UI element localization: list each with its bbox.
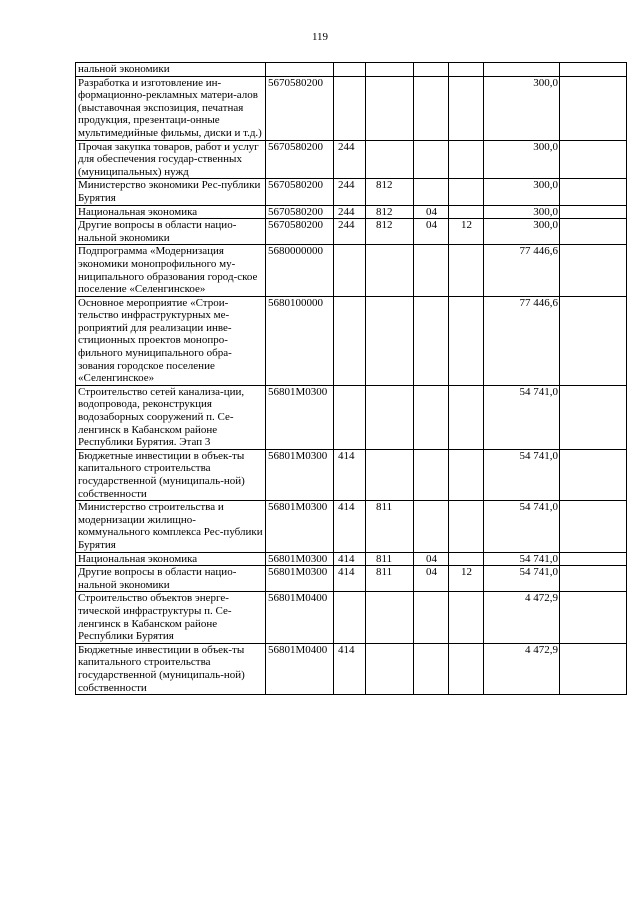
cell-name: Другие вопросы в области нацио-нальной экономики	[76, 219, 266, 245]
cell-pr	[449, 179, 484, 205]
cell-extra	[560, 449, 627, 500]
cell-rz	[414, 140, 449, 179]
cell-pr	[449, 501, 484, 552]
cell-rz	[414, 592, 449, 643]
cell-rz	[414, 643, 449, 694]
cell-extra	[560, 219, 627, 245]
cell-vr	[334, 63, 366, 77]
cell-code: 56801M0300	[266, 501, 334, 552]
cell-grbs	[366, 140, 414, 179]
table-row	[76, 63, 627, 77]
cell-sum: 54 741,0	[484, 501, 560, 552]
cell-rz: 04	[414, 566, 449, 592]
cell-pr	[449, 245, 484, 296]
cell-extra	[560, 643, 627, 694]
cell-extra	[560, 205, 627, 219]
cell-code: 56801M0300	[266, 552, 334, 566]
cell-sum: 54 741,0	[484, 449, 560, 500]
cell-pr	[449, 63, 484, 77]
cell-sum: 300,0	[484, 140, 560, 179]
cell-pr	[449, 76, 484, 140]
cell-code: 5680000000	[266, 245, 334, 296]
cell-rz	[414, 501, 449, 552]
cell-name: Другие вопросы в области нацио-нальной экономики	[76, 566, 266, 592]
cell-rz	[414, 245, 449, 296]
cell-name: Национальная экономика	[76, 552, 266, 566]
cell-sum: 77 446,6	[484, 245, 560, 296]
cell-pr	[449, 385, 484, 449]
cell-sum: 54 741,0	[484, 566, 560, 592]
cell-code: 56801M0300	[266, 385, 334, 449]
cell-rz: 04	[414, 219, 449, 245]
cell-code: 5670580200	[266, 140, 334, 179]
cell-code: 56801M0400	[266, 643, 334, 694]
table-row	[76, 296, 627, 385]
page-number: 119	[311, 31, 329, 43]
cell-grbs: 812	[366, 205, 414, 219]
cell-grbs	[366, 76, 414, 140]
cell-extra	[560, 501, 627, 552]
cell-name: нальной экономики	[76, 63, 266, 77]
table-row	[76, 566, 627, 592]
cell-grbs: 811	[366, 566, 414, 592]
cell-vr	[334, 296, 366, 385]
table-body	[76, 63, 627, 695]
table-row	[76, 385, 627, 449]
cell-sum: 4 472,9	[484, 643, 560, 694]
cell-sum: 77 446,6	[484, 296, 560, 385]
cell-pr	[449, 643, 484, 694]
cell-extra	[560, 140, 627, 179]
cell-name: Строительство объектов энерге-тической инфраструктуры п. Се-ленгинск в Кабанском районе Республики Бурятия	[76, 592, 266, 643]
cell-vr: 414	[334, 449, 366, 500]
cell-rz	[414, 179, 449, 205]
cell-code: 56801M0300	[266, 566, 334, 592]
cell-code	[266, 63, 334, 77]
cell-pr	[449, 296, 484, 385]
cell-pr: 12	[449, 566, 484, 592]
cell-name: Прочая закупка товаров, работ и услуг для обеспечения государ-ственных (муниципальных) нужд	[76, 140, 266, 179]
cell-pr	[449, 552, 484, 566]
cell-vr: 244	[334, 219, 366, 245]
cell-extra	[560, 566, 627, 592]
cell-rz	[414, 76, 449, 140]
cell-rz	[414, 449, 449, 500]
cell-grbs	[366, 643, 414, 694]
cell-extra	[560, 592, 627, 643]
table-row	[76, 179, 627, 205]
table-row	[76, 643, 627, 694]
cell-sum	[484, 63, 560, 77]
table-row	[76, 245, 627, 296]
cell-vr	[334, 245, 366, 296]
cell-code: 5670580200	[266, 205, 334, 219]
cell-vr: 414	[334, 552, 366, 566]
cell-pr	[449, 592, 484, 643]
cell-grbs: 812	[366, 219, 414, 245]
cell-name: Министерство экономики Рес-публики Бурятия	[76, 179, 266, 205]
cell-vr: 244	[334, 205, 366, 219]
cell-sum: 300,0	[484, 205, 560, 219]
cell-sum: 300,0	[484, 76, 560, 140]
cell-sum: 54 741,0	[484, 385, 560, 449]
cell-code: 56801M0400	[266, 592, 334, 643]
cell-code: 5670580200	[266, 219, 334, 245]
cell-pr	[449, 205, 484, 219]
cell-name: Подпрограмма «Модернизация экономики монопрофильного му-ниципального образования город-ское поселение «Селенгинское»	[76, 245, 266, 296]
cell-rz: 04	[414, 205, 449, 219]
cell-rz	[414, 385, 449, 449]
cell-vr: 244	[334, 179, 366, 205]
cell-grbs	[366, 449, 414, 500]
cell-rz: 04	[414, 552, 449, 566]
cell-grbs	[366, 592, 414, 643]
cell-pr	[449, 449, 484, 500]
cell-name: Основное мероприятие «Строи-тельство инфраструктурных ме-роприятий для реализации инве-стиционных проектов монопро-фильного муниципального обра-зования городское поселение «Селенгинское»	[76, 296, 266, 385]
budget-table	[75, 62, 627, 695]
table-row	[76, 552, 627, 566]
table-row	[76, 205, 627, 219]
cell-extra	[560, 76, 627, 140]
cell-grbs: 811	[366, 501, 414, 552]
cell-vr: 244	[334, 140, 366, 179]
cell-pr	[449, 140, 484, 179]
cell-vr	[334, 76, 366, 140]
cell-extra	[560, 245, 627, 296]
cell-extra	[560, 385, 627, 449]
cell-vr	[334, 385, 366, 449]
cell-vr	[334, 592, 366, 643]
cell-sum: 300,0	[484, 179, 560, 205]
cell-extra	[560, 179, 627, 205]
cell-name: Строительство сетей канализа-ции, водопровода, реконструкция водозаборных сооружений п. Се-ленгинск в Кабанском районе Республики Бурятия. Этап 3	[76, 385, 266, 449]
table-row	[76, 140, 627, 179]
cell-pr: 12	[449, 219, 484, 245]
cell-sum: 54 741,0	[484, 552, 560, 566]
cell-name: Национальная экономика	[76, 205, 266, 219]
cell-name: Бюджетные инвестиции в объек-ты капитального строительства государственной (муниципаль-ной) собственности	[76, 643, 266, 694]
cell-grbs: 812	[366, 179, 414, 205]
table-row	[76, 449, 627, 500]
cell-grbs	[366, 296, 414, 385]
cell-extra	[560, 552, 627, 566]
cell-name: Министерство строительства и модернизации жилищно-коммунального комплекса Рес-публики Бурятия	[76, 501, 266, 552]
cell-vr: 414	[334, 566, 366, 592]
cell-code: 5670580200	[266, 179, 334, 205]
cell-grbs: 811	[366, 552, 414, 566]
table-row	[76, 501, 627, 552]
cell-extra	[560, 63, 627, 77]
cell-code: 5670580200	[266, 76, 334, 140]
cell-sum: 300,0	[484, 219, 560, 245]
cell-code: 56801M0300	[266, 449, 334, 500]
table-row	[76, 592, 627, 643]
cell-extra	[560, 296, 627, 385]
cell-rz	[414, 296, 449, 385]
cell-grbs	[366, 63, 414, 77]
table-row	[76, 76, 627, 140]
cell-name: Бюджетные инвестиции в объек-ты капитального строительства государственной (муниципаль-ной) собственности	[76, 449, 266, 500]
cell-vr: 414	[334, 501, 366, 552]
table-row	[76, 219, 627, 245]
cell-code: 5680100000	[266, 296, 334, 385]
cell-name: Разработка и изготовление ин-формационно-рекламных матери-алов (выставочная экспозиция, печатная продукция, презентаци-онные мультимедийные фильмы, диски и т.д.)	[76, 76, 266, 140]
cell-rz	[414, 63, 449, 77]
cell-sum: 4 472,9	[484, 592, 560, 643]
cell-vr: 414	[334, 643, 366, 694]
cell-grbs	[366, 245, 414, 296]
cell-grbs	[366, 385, 414, 449]
